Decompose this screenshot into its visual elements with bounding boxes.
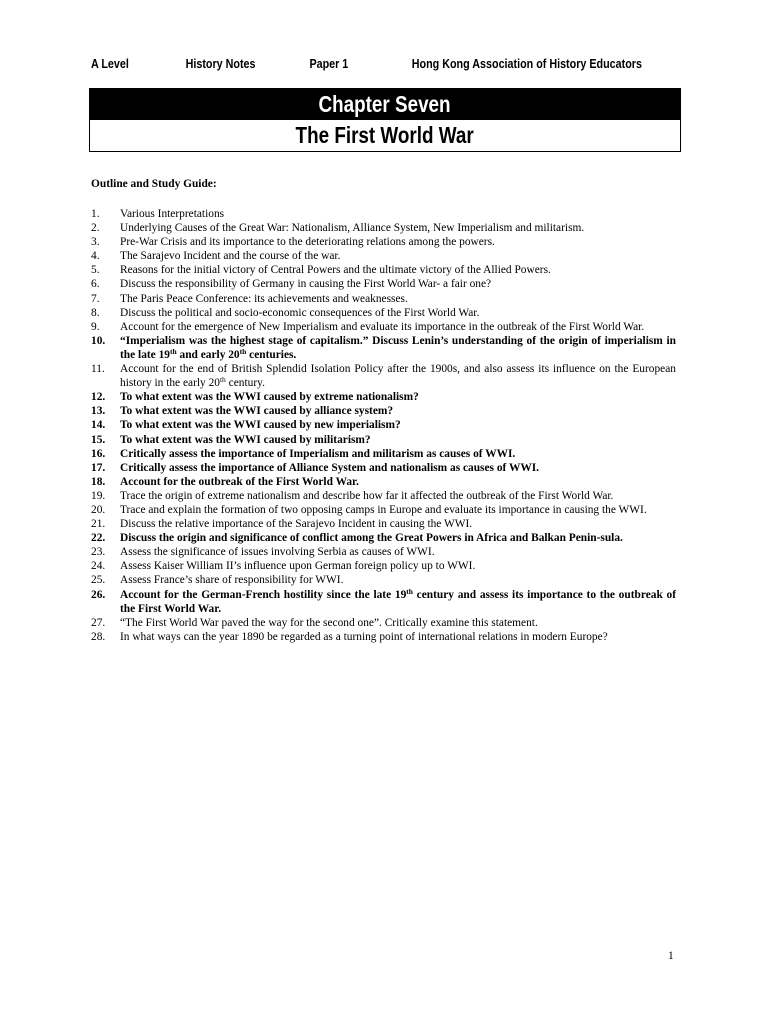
chapter-title-box <box>89 88 681 152</box>
outline-item-number: 10. <box>91 334 106 347</box>
outline-item-number: 3. <box>91 236 100 249</box>
chapter-title-row <box>90 119 680 151</box>
outline-item-text: Critically assess the importance of Imperialism and militarism as causes of WWI. <box>120 447 516 460</box>
outline-item-number: 20. <box>91 503 106 516</box>
outline-list <box>91 207 676 644</box>
outline-item-number: 16. <box>91 447 106 460</box>
outline-item-text: The Paris Peace Conference: its achievements and weaknesses. <box>120 292 408 305</box>
outline-item-number: 27. <box>91 616 106 629</box>
outline-item-number: 19. <box>91 489 106 502</box>
text-segment: “Imperialism was the highest stage of capitalism.” Discuss Lenin’s understanding of the origin of imperialism in the late 19 <box>120 334 676 361</box>
outline-item-number: 11. <box>91 363 105 376</box>
outline-item-number: 15. <box>91 433 106 446</box>
outline-item-text: In what ways can the year 1890 be regarded as a turning point of international relations in modern Europe? <box>120 630 608 643</box>
page-number: 1 <box>668 950 674 962</box>
outline-item <box>91 531 676 545</box>
outline-item <box>91 334 676 362</box>
outline-item-number: 26. <box>91 588 106 601</box>
outline-item <box>91 263 676 277</box>
outline-item-text: To what extent was the WWI caused by militarism? <box>120 433 371 446</box>
outline-item <box>91 362 676 390</box>
outline-item-number: 21. <box>91 518 106 531</box>
outline-item-text: Discuss the relative importance of the Sarajevo Incident in causing the WWI. <box>120 518 473 531</box>
outline-item <box>91 489 676 503</box>
outline-heading: Outline and Study Guide: <box>91 178 217 190</box>
outline-item <box>91 306 676 320</box>
text-segment: Account for the German-French hostility since the late 19 <box>120 588 407 601</box>
outline-item <box>91 503 676 517</box>
header-organization: Hong Kong Association of History Educators <box>411 57 642 71</box>
outline-item <box>91 235 676 249</box>
outline-item <box>91 292 676 306</box>
outline-item <box>91 588 676 616</box>
outline-item-text: Account for the outbreak of the First World War. <box>120 475 359 488</box>
outline-item-number: 22. <box>91 532 106 545</box>
outline-item-text: Assess France’s share of responsibility for WWI. <box>120 574 344 587</box>
chapter-title: The First World War <box>295 122 475 148</box>
outline-item-number: 13. <box>91 405 106 418</box>
outline-item-text: The Sarajevo Incident and the course of the war. <box>120 250 341 263</box>
outline-item <box>91 630 676 644</box>
text-segment: century and assess its importance to the outbreak of the First World War. <box>120 588 676 615</box>
outline-item-text: Discuss the responsibility of Germany in causing the First World War- a fair one? <box>120 278 492 291</box>
outline-item-number: 1. <box>91 208 100 220</box>
outline-item <box>91 475 676 489</box>
outline-item-text: Various Interpretations <box>120 208 225 220</box>
outline-item-text <box>120 586 676 615</box>
outline-item-text: Discuss the political and socio-economic consequences of the First World War. <box>120 306 480 319</box>
outline-item-text: Account for the emergence of New Imperialism and evaluate its importance in the outbreak of the First World War. <box>120 320 645 333</box>
outline-item-number: 23. <box>91 546 106 559</box>
outline-item <box>91 221 676 235</box>
outline-item-text: Trace and explain the formation of two opposing camps in Europe and evaluate its importance in causing the WWI. <box>120 503 647 516</box>
outline-item-number: 18. <box>91 475 106 488</box>
outline-item-number: 4. <box>91 250 100 263</box>
header-level: A Level <box>91 57 129 71</box>
outline-item-text: Pre-War Crisis and its importance to the deteriorating relations among the powers. <box>120 236 495 249</box>
outline-item-number: 5. <box>91 264 100 277</box>
outline-item-text: Assess Kaiser William II’s influence upon German foreign policy up to WWI. <box>120 560 476 573</box>
outline-item-number: 6. <box>91 278 100 291</box>
outline-item <box>91 418 676 432</box>
outline-item-text: Underlying Causes of the Great War: Nationalism, Alliance System, New Imperialism and militarism. <box>120 222 585 235</box>
outline-item <box>91 404 676 418</box>
chapter-label-bar <box>90 89 680 119</box>
outline-item-text: Assess the significance of issues involving Serbia as causes of WWI. <box>120 546 435 559</box>
outline-item-text: Trace the origin of extreme nationalism and describe how far it affected the outbreak of the First World War. <box>120 489 614 502</box>
outline-item <box>91 207 676 221</box>
outline-item-number: 25. <box>91 574 106 587</box>
superscript: th <box>169 346 177 356</box>
text-segment: and early 20 <box>176 348 240 361</box>
outline-item <box>91 320 676 334</box>
outline-item-text: Discuss the origin and significance of conflict among the Great Powers in Africa and Balkan Penin-sula. <box>120 532 623 545</box>
superscript: th <box>406 586 413 596</box>
outline-item-number: 9. <box>91 320 100 333</box>
outline-item <box>91 447 676 461</box>
outline-item-number: 14. <box>91 419 106 432</box>
outline-item-text: Reasons for the initial victory of Central Powers and the ultimate victory of the Allied Powers. <box>120 264 551 277</box>
chapter-label: Chapter Seven <box>318 91 452 117</box>
outline-item-number: 2. <box>91 222 100 235</box>
outline-item-number: 7. <box>91 292 100 305</box>
outline-item <box>91 517 676 531</box>
outline-item-text <box>120 335 676 361</box>
outline-item-number: 28. <box>91 630 106 643</box>
outline-item <box>91 573 676 587</box>
outline-item <box>91 559 676 573</box>
outline-item <box>91 390 676 404</box>
header-subject: History Notes <box>185 57 256 71</box>
outline-item-text: Critically assess the importance of Alliance System and nationalism as causes of WWI. <box>120 461 540 474</box>
outline-item-number: 17. <box>91 461 106 474</box>
header-paper: Paper 1 <box>309 57 349 71</box>
text-segment: centuries. <box>246 348 297 361</box>
outline-item <box>91 433 676 447</box>
superscript: th <box>239 346 247 356</box>
text-segment: Account for the end of British Splendid Isolation Policy after the 1900s, and also assess its influence on the European history in the early 20 <box>120 363 676 390</box>
outline-item-number: 24. <box>91 560 106 573</box>
outline-item-text: To what extent was the WWI caused by extreme nationalism? <box>120 391 419 404</box>
outline-item-number: 8. <box>91 306 100 319</box>
outline-item <box>91 545 676 559</box>
page-header <box>91 57 642 75</box>
outline-item <box>91 249 676 263</box>
outline-item-text: “The First World War paved the way for the second one”. Critically examine this statement. <box>120 616 538 629</box>
outline-item <box>91 277 676 291</box>
outline-item-text <box>120 363 676 389</box>
text-segment: century. <box>225 377 265 390</box>
outline-item <box>91 616 676 630</box>
outline-item <box>91 461 676 475</box>
outline-item-number: 12. <box>91 391 106 404</box>
superscript: th <box>219 375 226 385</box>
outline-item-text: To what extent was the WWI caused by alliance system? <box>120 405 394 418</box>
outline-item-text: To what extent was the WWI caused by new imperialism? <box>120 419 401 432</box>
